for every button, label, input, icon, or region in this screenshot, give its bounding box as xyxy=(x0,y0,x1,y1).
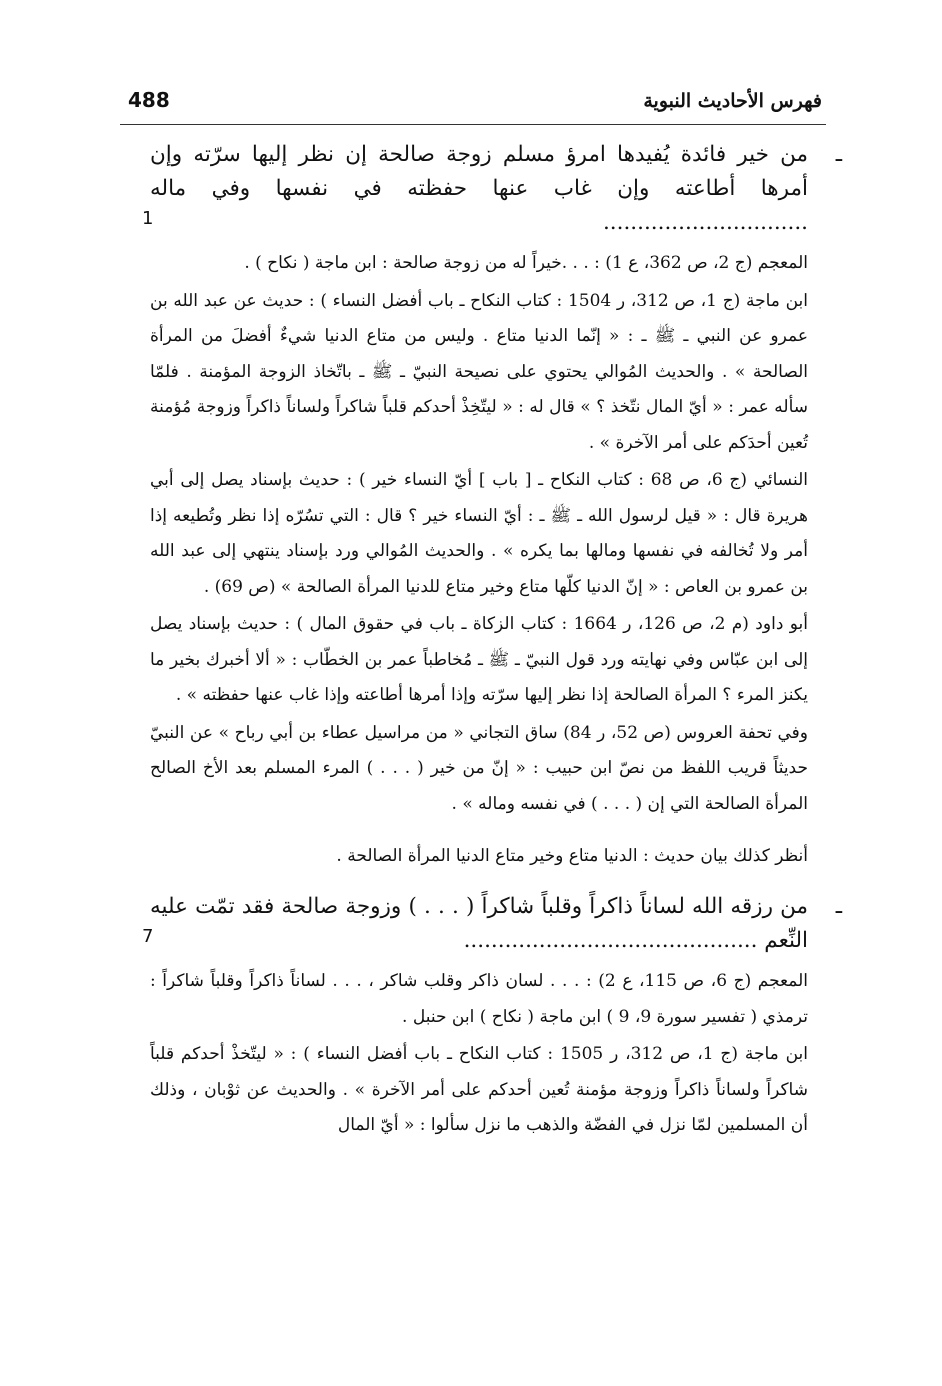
entry-count: 7 xyxy=(142,926,154,947)
hadith-entry xyxy=(142,138,842,240)
page-number: 488 xyxy=(128,88,170,112)
reference-paragraph: المعجم (ج 2، ص 362، ع 1) : . . .خيراً له من زوجة صالحة : ابن ماجة ( نكاح ) . xyxy=(244,253,808,273)
hadith-text: من خير فائدة يُفيدها امرؤ مسلم زوجة صالحة إن نظر إليها سرّته وإن أمرها أطاعته وإن غاب عنها حفظته في نفسها وفي ماله xyxy=(150,142,808,201)
reference-paragraph: المعجم (ج 6، ص 115، ع 2) : . . . لسان ذاكر وقلب شاكر ، . . . لساناً ذاكراً وقلباً شاكراً : ترمذي ( تفسير سورة 9، 9 ) ابن ماجة ( نكاح ) ابن حنبل . xyxy=(150,971,808,1027)
running-title: فهرس الأحاديث النبوية xyxy=(643,90,822,112)
reference-paragraph: وفي تحفة العروس (ص 52، ر 84) ساق التجاني « من مراسيل عطاء بن أبي رباح » عن النبيّ حديثاً قريب اللفظ من نصّ ابن حبيب : « إنّ من خير ( . . . ) المرء المسلم بعد الأخ الصالح المرأة الصالحة التي إن ( . . . ) في نفسه وماله » . xyxy=(150,722,808,814)
leader-dots: ........................................... xyxy=(463,928,758,953)
reference-paragraph: ابن ماجة (ج 1، ص 312، ر 1504 : كتاب النكاح ـ باب أفضل النساء ) : حديث عن عبد الله بن عمرو عن النبي ـ ﷺ ـ : « إنّما الدنيا متاع . وليس من متاع الدنيا شيءٌ أفضلَ من المرأة الصالحة » . والحديث المُوالي يحتوي على نصيحة النبيّ ـ ﷺ ـ باتّخاذ الزوجة المؤمنة . فلمّا سأله عمر : « أيّ المال نتّخذ ؟ » قال له : « ليتّخِذْ أحدكم قلباً شاكراً ولساناً ذاكراً وزوجة مُؤمنة تُعين أحدَكم على أمر الآخرة » . xyxy=(150,290,808,453)
entry-dash: ـ xyxy=(835,894,842,919)
reference-paragraph: النسائي (ج 6، ص 68 : كتاب النكاح ـ [ باب ] أيّ النساء خير ) : حديث بإسناد يصل إلى أبي هريرة قال : « قيل لرسول الله ـ ﷺ ـ : أيّ النساء خير ؟ قال : التي تسُرّه إذا نظر وتُطيعه إذا أمر ولا تُخالفه في نفسها ومالها بما يكره » . والحديث المُوالي ورد بإسناد ينتهي إلى عبد الله بن عمرو بن العاص : « إنّ الدنيا كلّها متاع وخير متاع للدنيا المرأة الصالحة » (ص 69) . xyxy=(150,470,808,597)
entry-dash: ـ xyxy=(835,142,842,167)
reference-paragraph: ابن ماجة (ج 1، ص 312، ر 1505 : كتاب النكاح ـ باب أفضل النساء ) : « ليتّخذْ أحدكم قلباً شاكراً ولساناً ذاكراً وزوجة مؤمنة تُعين أحدكم على أمر الآخرة » . والحديث عن ثوْبان ، وذلك أن المسلمين لمّا نزل في الفضّة والذهب ما نزل سألوا : « أيّ المال xyxy=(150,1044,808,1135)
hadith-entry xyxy=(142,890,842,958)
index-content xyxy=(142,138,842,1144)
entry-count: 1 xyxy=(142,208,154,229)
see-also-note: أنظر كذلك بيان حديث : الدنيا متاع وخير متاع الدنيا المرأة الصالحة . xyxy=(336,846,808,866)
leader-dots: .............................. xyxy=(602,210,808,235)
reference-paragraph: أبو داود (م 2، ص 126، ر 1664 : كتاب الزكاة ـ باب في حقوق المال ) : حديث بإسناد يصل إلى ابن عبّاس وفي نهايته ورد قول النبيّ ـ ﷺ ـ مُخاطباً عمر بن الخطّاب : « ألا أخبرك بخير ما يكنز المرء ؟ المرأة الصالحة إذا نظر إليها سرّته وإذا أمرها أطاعته وإذا غاب عنها حفظته » . xyxy=(150,614,808,705)
hadith-text: من رزقه الله لساناً ذاكراً وقلباً شاكراً ( . . . ) وزوجة صالحة فقد تمّت عليه النِّعم xyxy=(150,894,808,953)
page-header xyxy=(120,84,826,125)
